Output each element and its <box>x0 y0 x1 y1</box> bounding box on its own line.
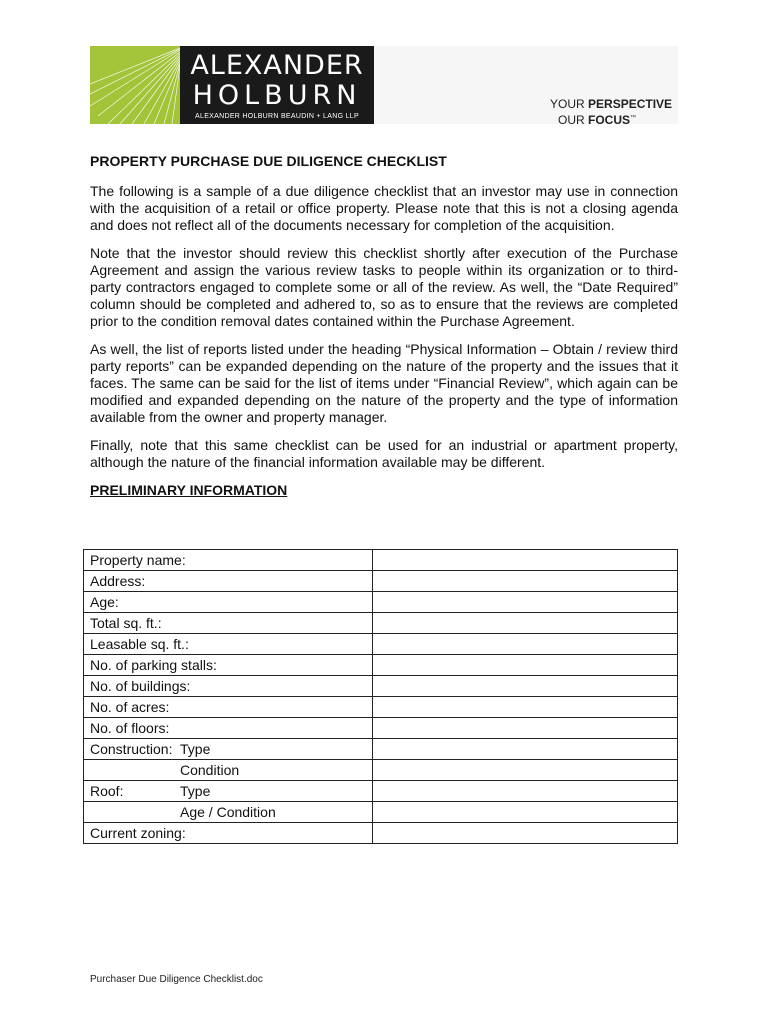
field-label: Total sq. ft.: <box>90 615 162 631</box>
page-footer: Purchaser Due Diligence Checklist.doc <box>90 974 263 985</box>
field-label-cell <box>84 676 373 697</box>
field-label-cell <box>84 655 373 676</box>
field-label-cell <box>84 697 373 718</box>
preliminary-info-table <box>83 549 678 844</box>
field-value-cell[interactable] <box>373 697 678 718</box>
field-value-cell[interactable] <box>373 781 678 802</box>
section-heading: PRELIMINARY INFORMATION <box>90 482 288 498</box>
logo-line-1: ALEXANDER <box>190 50 364 81</box>
field-label-cell <box>84 613 373 634</box>
field-label: No. of buildings: <box>90 678 191 694</box>
field-label: Address: <box>90 573 146 589</box>
table-row <box>84 760 678 781</box>
logo-subline: ALEXANDER HOLBURN BEAUDIN + LANG LLP <box>195 113 359 120</box>
field-value-cell[interactable] <box>373 613 678 634</box>
field-label: Type <box>180 741 211 757</box>
field-label-cell <box>84 571 373 592</box>
field-value-cell[interactable] <box>373 739 678 760</box>
logo-line-2: HOLBURN <box>192 80 362 111</box>
field-label-cell <box>84 634 373 655</box>
field-label-cell <box>84 802 373 823</box>
table-row <box>84 634 678 655</box>
table-row <box>84 739 678 760</box>
field-label: Current zoning: <box>90 825 186 841</box>
field-label-cell <box>84 718 373 739</box>
table-row <box>84 655 678 676</box>
table-row <box>84 802 678 823</box>
paragraph-final-note: Finally, note that this same checklist can be used for an industrial or apartment property, although the nature of the financial information available may be different. <box>90 437 678 470</box>
field-label: Age: <box>90 594 119 610</box>
tagline-bold-1: PERSPECTIVE <box>588 97 673 111</box>
trademark-symbol: ™ <box>630 115 636 121</box>
field-label-cell <box>84 781 373 802</box>
field-value-cell[interactable] <box>373 802 678 823</box>
table-row <box>84 718 678 739</box>
tagline-bold-2: FOCUS <box>588 113 630 127</box>
page-header <box>90 46 678 127</box>
field-label: Leasable sq. ft.: <box>90 636 189 652</box>
field-label-cell <box>84 550 373 571</box>
field-value-cell[interactable] <box>373 823 678 844</box>
field-label: Age / Condition <box>180 804 276 820</box>
table-row <box>84 613 678 634</box>
table-row <box>84 697 678 718</box>
field-value-cell[interactable] <box>373 760 678 781</box>
field-label: Property name: <box>90 552 186 568</box>
field-label: No. of parking stalls: <box>90 657 217 673</box>
field-label-cell <box>84 823 373 844</box>
field-value-cell[interactable] <box>373 592 678 613</box>
field-value-cell[interactable] <box>373 655 678 676</box>
paragraph-reports-note: As well, the list of reports listed under the heading “Physical Information – Obtain / review third party reports” can be expanded depending on the nature of the property and the issues that it faces. The same can be said for the list of items under “Financial Review”, which again can be modified and expanded depending on the nature of the property and the type of information available from the owner and property manager. <box>90 341 678 425</box>
field-value-cell[interactable] <box>373 571 678 592</box>
field-value-cell[interactable] <box>373 718 678 739</box>
document-body <box>90 153 678 506</box>
logo-rays-graphic <box>90 46 180 124</box>
paragraph-intro: The following is a sample of a due diligence checklist that an investor may use in connection with the acquisition of a retail or office property. Please note that this is not a closing agenda and does not reflect all of the documents necessary for completion of the acquisition. <box>90 183 678 233</box>
table-row <box>84 592 678 613</box>
table-row <box>84 781 678 802</box>
logo-wordmark <box>180 46 374 124</box>
document-title: PROPERTY PURCHASE DUE DILIGENCE CHECKLIST <box>90 153 447 169</box>
field-category: Construction: <box>90 741 173 757</box>
field-label: Type <box>180 783 211 799</box>
paragraph-review-note: Note that the investor should review this checklist shortly after execution of the Purchase Agreement and assign the various review tasks to people within its organization or to third-party contractors engaged to complete some or all of the review. As well, the “Date Required” column should be completed and adhered to, so as to ensure that the reviews are completed prior to the condition removal dates contained within the Purchase Agreement. <box>90 245 678 329</box>
field-label-cell <box>84 739 373 760</box>
tagline <box>550 97 672 127</box>
table-row <box>84 550 678 571</box>
field-label: Condition <box>180 762 240 778</box>
table-row <box>84 676 678 697</box>
field-label-cell <box>84 592 373 613</box>
logo-green-panel <box>90 46 180 124</box>
field-value-cell[interactable] <box>373 550 678 571</box>
tagline-pre-1: YOUR <box>550 97 589 111</box>
field-label: No. of floors: <box>90 720 170 736</box>
table-row <box>84 823 678 844</box>
field-value-cell[interactable] <box>373 634 678 655</box>
field-label-cell <box>84 760 373 781</box>
field-category: Roof: <box>90 783 124 799</box>
tagline-pre-2: OUR <box>558 113 588 127</box>
field-label: No. of acres: <box>90 699 170 715</box>
table-row <box>84 571 678 592</box>
field-value-cell[interactable] <box>373 676 678 697</box>
